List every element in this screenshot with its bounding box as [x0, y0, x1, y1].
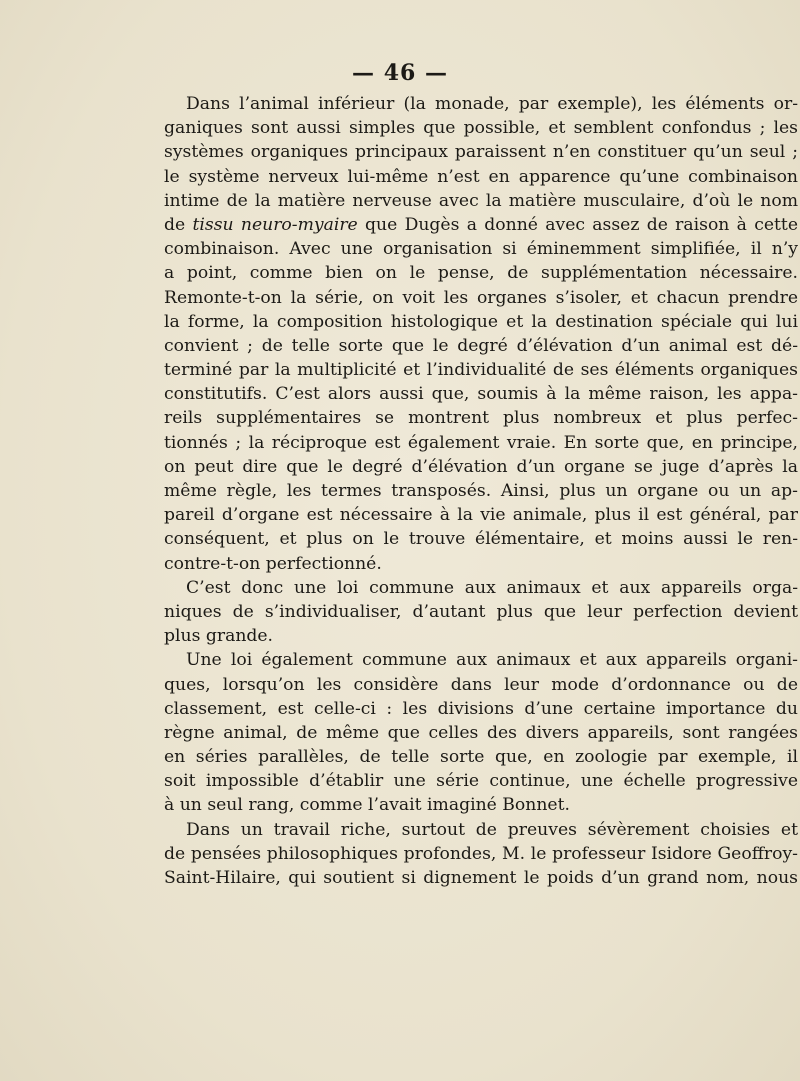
text-line: a point, comme bien on le pense, de supplémentation nécessaire.: [164, 263, 798, 284]
text-line: constitutifs. C’est alors aussi que, soumis à la même raison, les appa-: [164, 384, 798, 405]
text-fragment: que Dugès a donné avec assez de raison à cette: [357, 214, 799, 235]
text-line: systèmes organiques principaux paraissent n’en constituer qu’un seul ;: [164, 142, 798, 163]
text-line-with-term: [164, 213, 798, 237]
text-line: classement, est celle-ci : les divisions d’une certaine importance du: [164, 698, 798, 719]
text-line: de pensées philosophiques profondes, M. le professeur Isidore Geoffroy-: [164, 843, 798, 864]
text-line: C’est donc une loi commune aux animaux et aux appareils orga-: [186, 577, 798, 598]
text-line: pareil d’organe est nécessaire à la vie animale, plus il est général, par: [164, 505, 798, 526]
text-line: tionnés ; la réciproque est également vraie. En sorte que, en principe,: [164, 432, 798, 453]
text-line: Saint-Hilaire, qui soutient si dignement le poids d’un grand nom, nous: [164, 868, 798, 888]
paragraph-1: [164, 92, 798, 576]
text-line: combinaison. Avec une organisation si éminemment simplifiée, il n’y: [164, 239, 798, 260]
body-text: [164, 92, 798, 890]
text-line: ques, lorsqu’on les considère dans leur mode d’ordonnance ou de: [164, 674, 798, 695]
text-line: Dans l’animal inférieur (la monade, par exemple), les éléments or-: [186, 94, 798, 114]
text-line: reils supplémentaires se montrent plus nombreux et plus perfec-: [164, 408, 798, 429]
text-line: Une loi également commune aux animaux et aux appareils organi-: [186, 650, 798, 671]
page-number: — 46 —: [352, 60, 448, 86]
text-line: le système nerveux lui-même n’est en apparence qu’une combinaison: [164, 166, 798, 187]
text-line: règne animal, de même que celles des divers appareils, sont rangées: [164, 722, 798, 743]
italic-term: tissu neuro-myaire: [192, 214, 358, 235]
text-line: niques de s’individualiser, d’autant plus que leur perfection devient: [164, 601, 798, 622]
text-line: à un seul rang, comme l’avait imaginé Bonnet.: [164, 795, 570, 816]
text-line: en séries parallèles, de telle sorte que, en zoologie par exemple, il: [164, 747, 798, 768]
text-line: conséquent, et plus on le trouve élémentaire, et moins aussi le ren-: [164, 529, 798, 550]
text-line: plus grande.: [164, 626, 274, 647]
paragraph-3: [164, 648, 798, 817]
text-line: Dans un travail riche, surtout de preuves sévèrement choisies et: [186, 819, 798, 840]
text-line: intime de la matière nerveuse avec la matière musculaire, d’où le nom: [164, 190, 798, 211]
paragraph-4: [164, 818, 798, 891]
text-line: on peut dire que le degré d’élévation d’un organe se juge d’après la: [164, 456, 798, 477]
text-line: soit impossible d’établir une série continue, une échelle progressive: [164, 771, 798, 792]
text-line: même règle, les termes transposés. Ainsi, plus un organe ou un ap-: [164, 481, 798, 501]
text-line: la forme, la composition histologique et la destination spéciale qui lui: [164, 311, 798, 332]
text-line: convient ; de telle sorte que le degré d’élévation d’un animal est dé-: [164, 335, 798, 356]
text-line: contre-t-on perfectionné.: [164, 553, 382, 574]
text-line: terminé par la multiplicité et l’individualité de ses éléments organiques: [164, 360, 798, 381]
paragraph-2: [164, 576, 798, 649]
text-line: ganiques sont aussi simples que possible, et semblent confondus ; les: [164, 118, 798, 139]
text-fragment: de: [164, 214, 193, 235]
text-line: Remonte-t-on la série, on voit les organes s’isoler, et chacun prendre: [164, 287, 798, 308]
